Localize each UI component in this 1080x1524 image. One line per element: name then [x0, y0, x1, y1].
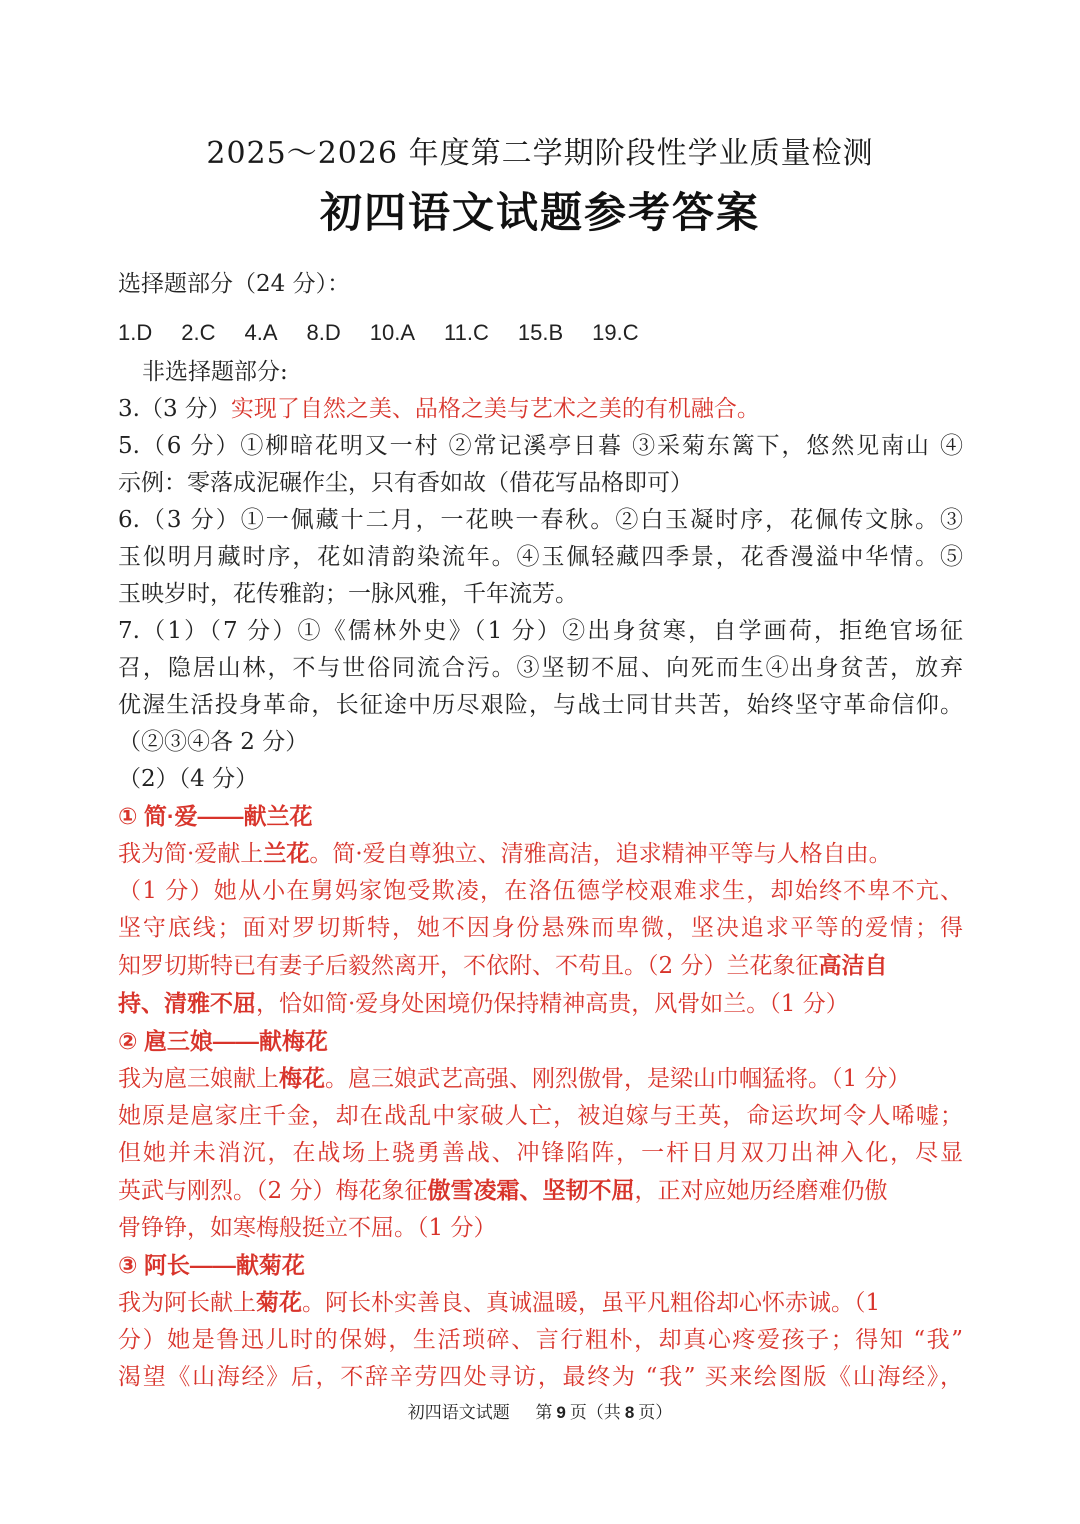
choice-answer: 2.C	[181, 320, 216, 345]
answer-text: 我为简·爱献上	[118, 841, 264, 867]
q3-prefix: 3.（3 分）	[118, 396, 231, 422]
q7-line: 召，隐居山林，不与世俗同流合污。③坚韧不屈、向死而生④出身贫苦，放弃	[118, 655, 963, 681]
answer-text: ，正对应她历经磨难仍傲	[634, 1178, 888, 1204]
answer-line	[118, 1172, 963, 1210]
answer-emphasis: 梅花	[279, 1065, 325, 1092]
footer-page-prefix: 第	[535, 1403, 553, 1423]
q6-line: 6.（3 分）①一佩藏十二月，一花映一春秋。②白玉凝时序，花佩传文脉。③	[118, 507, 963, 533]
choice-answer: 10.A	[369, 320, 416, 345]
page-title: 初四语文试题参考答案	[319, 188, 760, 237]
answer-line	[118, 835, 963, 873]
answer-emphasis: 兰花	[263, 840, 310, 867]
q6-line: 玉似明月藏时序，花如清韵染流年。④玉佩轻藏四季景，花香漫溢中华情。⑤	[118, 544, 963, 570]
q7-line: （②③④各 2 分）	[118, 729, 309, 755]
q7-line: 7.（1）（7 分）①《儒林外史》（1 分）②出身贫寒，自学画荷，拒绝官场征	[118, 618, 963, 644]
answer-text: 我为扈三娘献上	[118, 1066, 279, 1092]
answer-line: 但她并未消沉，在战场上骁勇善战、冲锋陷阵，一杆日月双刀出神入化，尽显	[118, 1140, 963, 1166]
footer-exam-name: 初四语文试题	[407, 1403, 510, 1423]
answer-text: 。阿长朴实善良、真诚温暖，虽平凡粗俗却心怀赤诚。（1	[302, 1290, 881, 1316]
q5-line: 示例：零落成泥碾作尘，只有香如故（借花写品格即可）	[118, 470, 693, 496]
answer-emphasis: 傲雪凌霜、坚韧不屈	[427, 1177, 635, 1204]
answer-line: 她原是扈家庄千金，却在战乱中家破人亡，被迫嫁与王英，命运坎坷令人唏嘘；	[118, 1103, 963, 1129]
footer-page-suffix: 页（共	[569, 1403, 621, 1423]
answer-emphasis: 菊花	[256, 1289, 302, 1316]
choice-answer: 4.A	[244, 320, 278, 345]
answer-text: ，恰如简·爱身处困境仍保持精神高贵，风骨如兰。（1 分）	[256, 991, 849, 1017]
q3-text: 实现了自然之美、品格之美与艺术之美的有机融合。	[230, 396, 760, 422]
choice-answer: 1.D	[118, 320, 153, 345]
answer-text: 我为阿长献上	[118, 1290, 256, 1316]
exam-subtitle: 2025～2026 年度第二学期阶段性学业质量检测	[206, 136, 874, 171]
answer-text: 。扈三娘武艺高强、刚烈傲骨，是梁山巾帼猛将。（1 分）	[325, 1066, 911, 1092]
choice-answer: 11.C	[444, 320, 489, 345]
q7-part2-heading: （2）（4 分）	[118, 766, 259, 792]
answer-line: 分）她是鲁迅儿时的保姆，生活琐碎、言行粗朴，却真心疼爱孩子；得知 “我”	[118, 1327, 963, 1353]
choice-heading: 选择题部分（24 分）：	[118, 271, 351, 297]
footer-total-suffix: 页）	[638, 1403, 673, 1423]
answer-line	[118, 947, 963, 985]
nonchoice-heading: 非选择题部分:	[142, 359, 288, 385]
answer-emphasis: 高洁自	[818, 952, 888, 979]
answer-heading: ① 简·爱——献兰花	[118, 803, 313, 829]
choice-answer: 8.D	[306, 320, 341, 345]
answer-line	[118, 1060, 963, 1098]
page-footer	[0, 1398, 1080, 1423]
answer-heading: ② 扈三娘——献梅花	[118, 1028, 328, 1054]
footer-total-pages: 8	[624, 1403, 635, 1422]
footer-page-number: 9	[556, 1403, 566, 1422]
answer-text: 知罗切斯特已有妻子后毅然离开，不依附、不苟且。（2 分）兰花象征	[118, 953, 819, 979]
answer-heading: ③ 阿长——献菊花	[118, 1252, 305, 1278]
answer-line: 渴望《山海经》后，不辞辛劳四处寻访，最终为 “我” 买来绘图版《山海经》，	[118, 1364, 963, 1390]
q5-line: 5.（6 分）①柳暗花明又一村 ②常记溪亭日暮 ③采菊东篱下，悠然见南山 ④	[118, 433, 963, 459]
answer-line	[118, 1284, 963, 1322]
answer-text: 。简·爱自尊独立、清雅高洁，追求精神平等与人格自由。	[309, 841, 892, 867]
q6-line: 玉映岁时，花传雅韵；一脉风雅，千年流芳。	[118, 581, 578, 607]
answer-line: （1 分）她从小在舅妈家饱受欺凌，在洛伍德学校艰难求生，却始终不卑不亢、	[118, 878, 963, 904]
answer-line: 坚守底线；面对罗切斯特，她不因身份悬殊而卑微，坚决追求平等的爱情；得	[118, 915, 963, 941]
choice-answer: 15.B	[517, 320, 564, 345]
q7-line: 优渥生活投身革命，长征途中历尽艰险，与战士同甘共苦，始终坚守革命信仰。	[118, 692, 963, 718]
answer-emphasis: 持、清雅不屈	[118, 990, 256, 1017]
choice-answers	[118, 316, 963, 350]
answer-body	[118, 266, 963, 1396]
answer-text: 英武与刚烈。（2 分）梅花象征	[118, 1178, 428, 1204]
answer-line: 骨铮铮，如寒梅般挺立不屈。（1 分）	[118, 1215, 497, 1241]
q3-answer	[118, 391, 963, 428]
choice-answer: 19.C	[592, 320, 639, 345]
answer-line	[118, 985, 963, 1023]
